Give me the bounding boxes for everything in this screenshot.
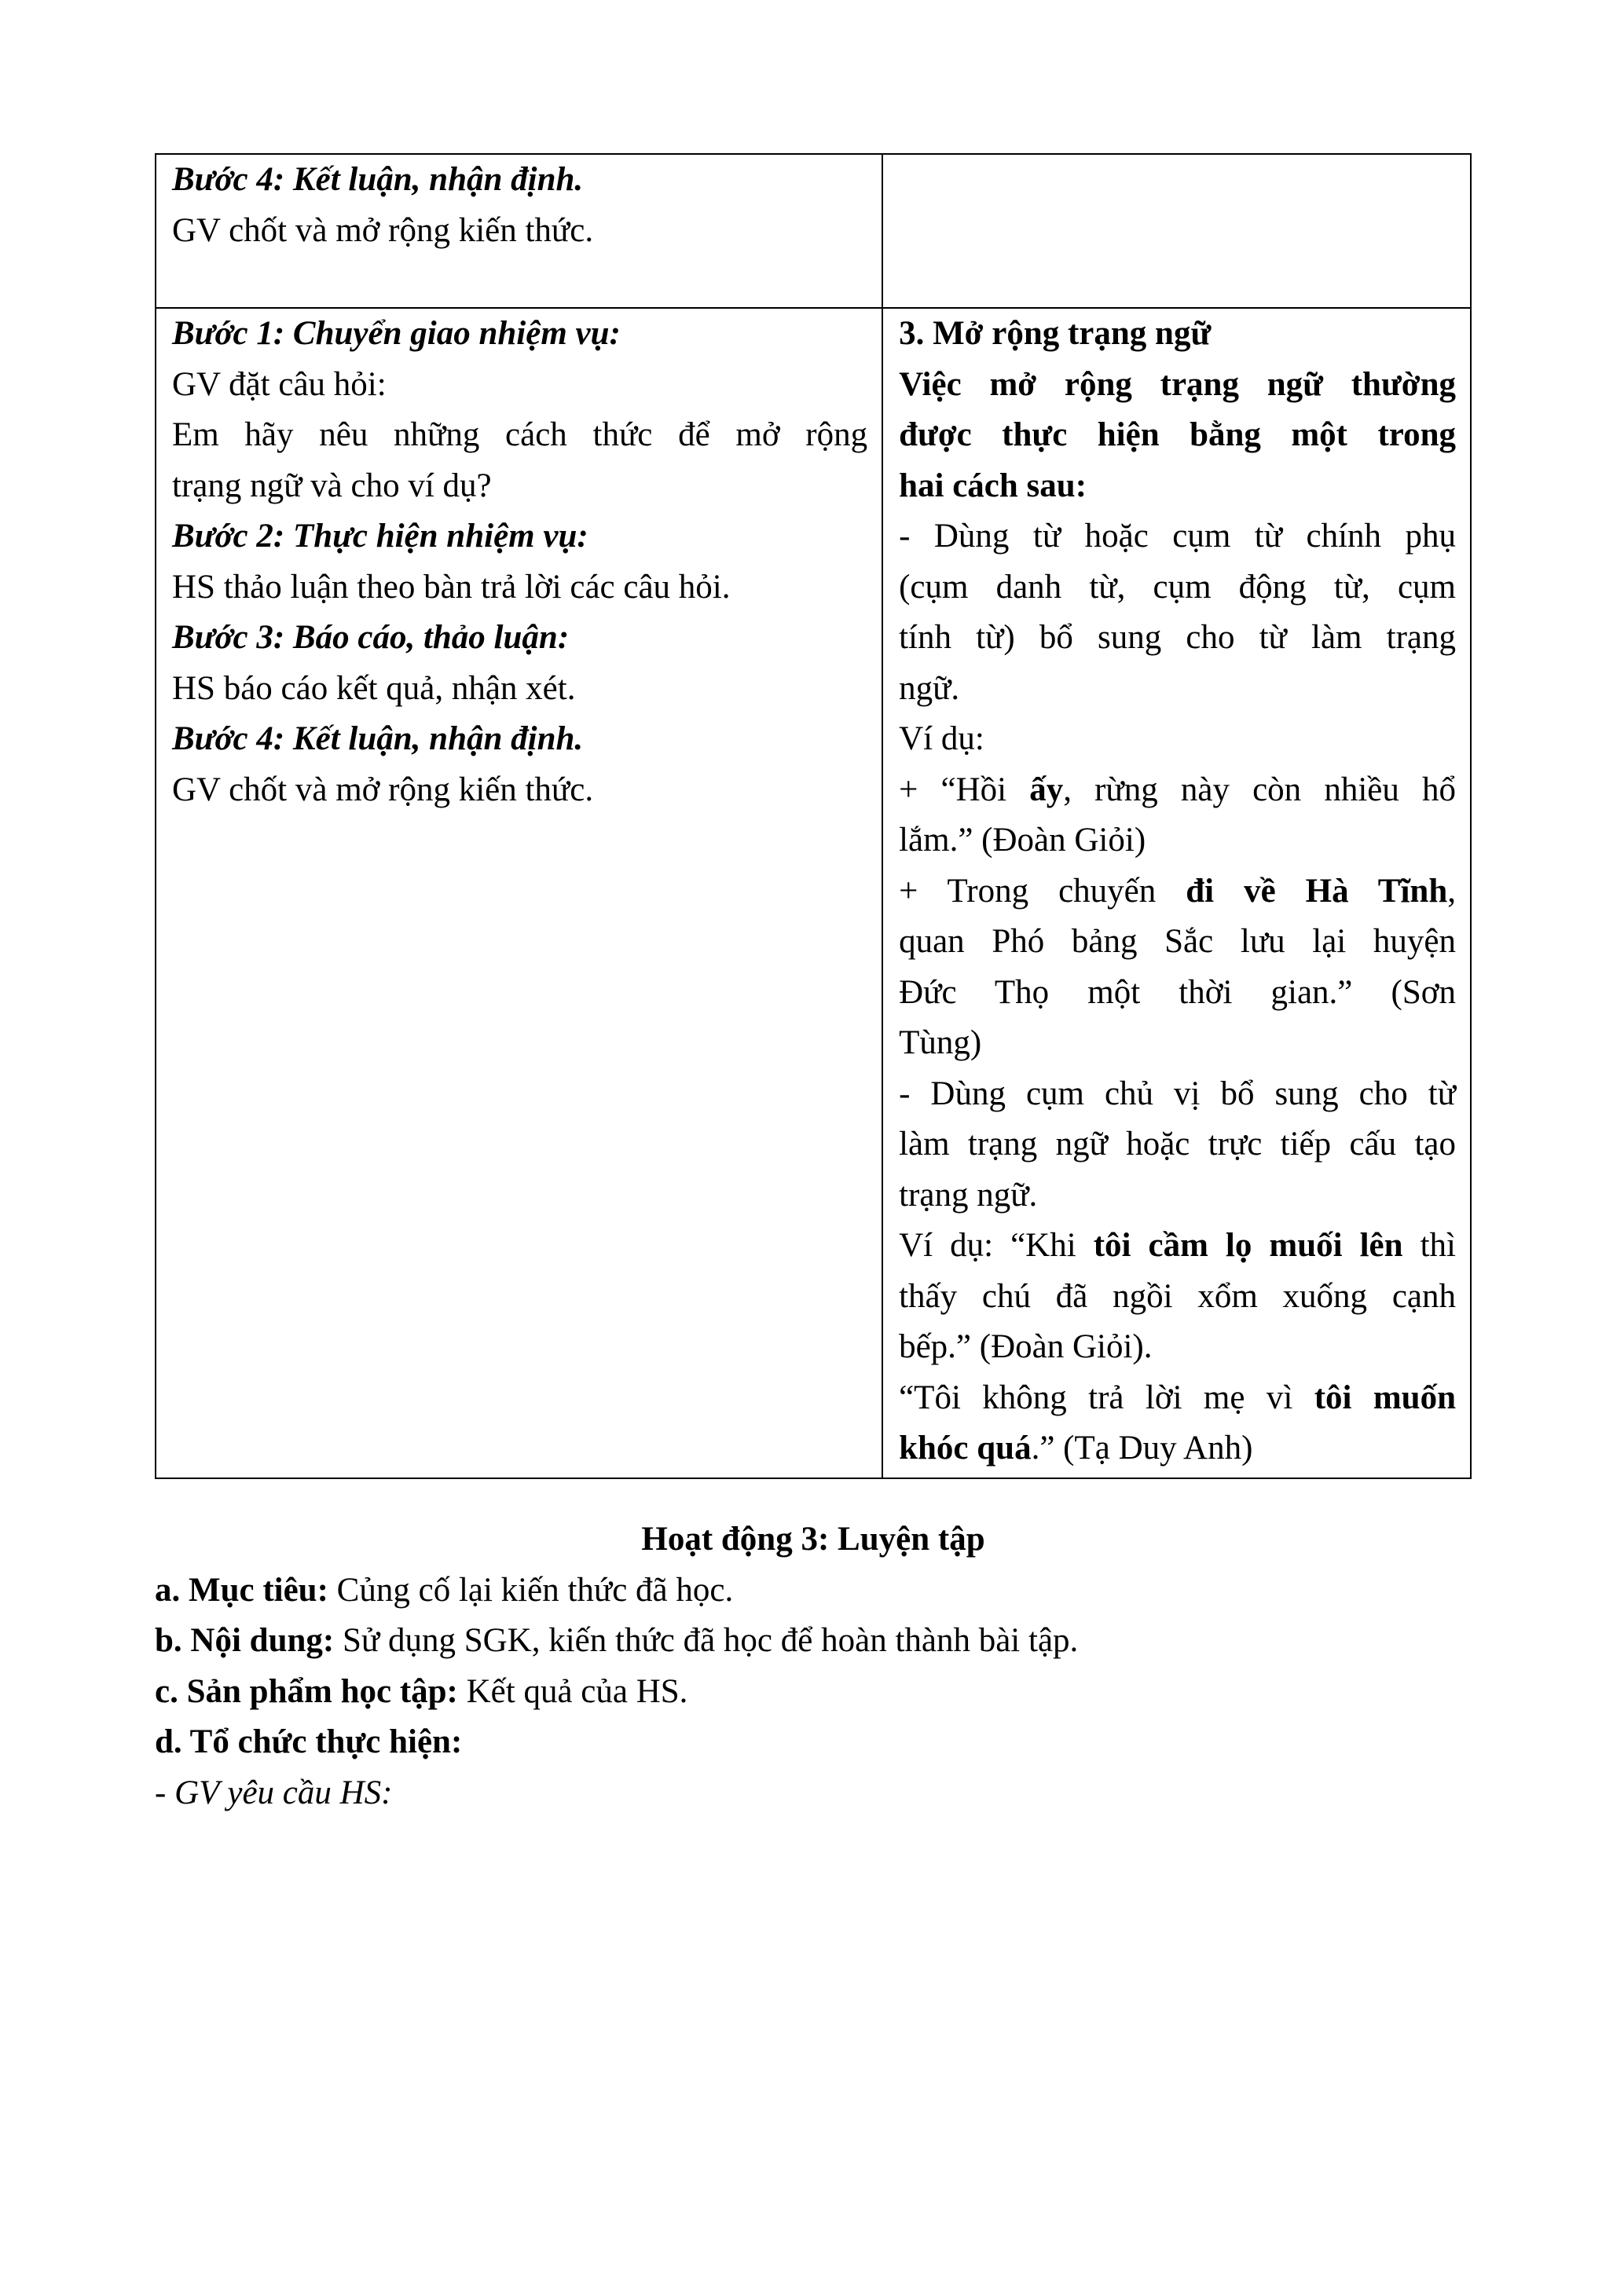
teacher-activity-cell xyxy=(156,308,882,1478)
product-text: Kết quả của HS. xyxy=(457,1672,688,1710)
intro-line: được thực hiện bằng một trong xyxy=(899,416,1456,453)
example-line: lắm.” (Đoàn Giỏi) xyxy=(899,822,1146,859)
organization-label: d. Tổ chức thực hiện: xyxy=(155,1723,463,1760)
objective-label: a. Mục tiêu: xyxy=(155,1571,328,1609)
example-line: Tùng) xyxy=(899,1024,982,1061)
organization-line xyxy=(155,1717,1472,1768)
example-line xyxy=(899,1423,1456,1474)
step-text: GV chốt và mở rộng kiến thức. xyxy=(172,771,594,808)
section-title: 3. Mở rộng trạng ngữ xyxy=(899,315,1212,352)
example-line xyxy=(899,1221,1456,1272)
step-text: Em hãy nêu những cách thức để mở rộng xyxy=(172,416,868,453)
example-line: bếp.” (Đoàn Giỏi). xyxy=(899,1328,1153,1365)
content-cell xyxy=(882,308,1471,1478)
step-text: trạng ngữ và cho ví dụ? xyxy=(172,467,492,504)
example-highlight: ấy xyxy=(1029,771,1064,808)
example-text: “Tôi không trả lời mẹ vì xyxy=(899,1379,1314,1416)
step-label: Bước 4: Kết luận, nhận định. xyxy=(172,720,584,757)
content-label: b. Nội dung: xyxy=(155,1622,335,1659)
example-line xyxy=(899,1373,1456,1424)
example-text: thì xyxy=(1402,1227,1456,1264)
example-text: + Trong chuyến xyxy=(899,872,1186,910)
instruction-line: - GV yêu cầu HS: xyxy=(155,1774,393,1811)
example-highlight: tôi cầm lọ muối lên xyxy=(1093,1227,1403,1264)
step-label: Bước 1: Chuyển giao nhiệm vụ: xyxy=(172,315,621,352)
method-line: ngữ. xyxy=(899,669,960,707)
example-text: , rừng này còn nhiều hổ xyxy=(1063,771,1456,808)
example-text: .” (Tạ Duy Anh) xyxy=(1031,1430,1253,1467)
example-highlight: tôi muốn xyxy=(1314,1379,1456,1416)
product-label: c. Sản phẩm học tập: xyxy=(155,1672,458,1710)
table-row xyxy=(156,308,1471,1478)
teacher-activity-cell xyxy=(156,154,882,308)
method-line: trạng ngữ. xyxy=(899,1176,1038,1214)
activity-section xyxy=(155,1514,1472,1818)
objective-text: Củng cố lại kiến thức đã học. xyxy=(328,1571,734,1609)
step-text: GV đặt câu hỏi: xyxy=(172,365,387,403)
example-text: Ví dụ: “Khi xyxy=(899,1227,1094,1264)
method-line: - Dùng cụm chủ vị bổ sung cho từ xyxy=(899,1075,1456,1112)
step-label: Bước 3: Báo cáo, thảo luận: xyxy=(172,619,570,656)
step-text: HS thảo luận theo bàn trả lời các câu hỏi. xyxy=(172,568,731,606)
content-text: Sử dụng SGK, kiến thức đã học để hoàn thành bài tập. xyxy=(334,1622,1079,1659)
step-text: HS báo cáo kết quả, nhận xét. xyxy=(172,669,576,707)
example-line: thấy chú đã ngồi xổm xuống cạnh xyxy=(899,1277,1456,1315)
method-line: - Dùng từ hoặc cụm từ chính phụ xyxy=(899,518,1456,555)
table-row xyxy=(156,154,1471,308)
content-cell xyxy=(882,154,1471,308)
example-text: , xyxy=(1447,872,1457,910)
example-line xyxy=(899,866,1456,917)
activity-heading: Hoạt động 3: Luyện tập xyxy=(641,1521,985,1558)
example-line xyxy=(899,765,1456,816)
step-text: GV chốt và mở rộng kiến thức. xyxy=(172,211,594,249)
example-highlight: khóc quá xyxy=(899,1430,1032,1467)
example-label: Ví dụ: xyxy=(899,720,984,757)
method-line: tính từ) bổ sung cho từ làm trạng xyxy=(899,619,1456,656)
example-text: + “Hồi xyxy=(899,771,1030,808)
product-line xyxy=(155,1667,1472,1718)
content-line xyxy=(155,1616,1472,1667)
method-line: làm trạng ngữ hoặc trực tiếp cấu tạo xyxy=(899,1126,1456,1163)
step-label: Bước 2: Thực hiện nhiệm vụ: xyxy=(172,518,588,555)
example-line: quan Phó bảng Sắc lưu lại huyện xyxy=(899,923,1456,960)
example-line: Đức Thọ một thời gian.” (Sơn xyxy=(899,973,1456,1011)
step-label: Bước 4: Kết luận, nhận định. xyxy=(172,161,584,198)
method-line: (cụm danh từ, cụm động từ, cụm xyxy=(899,568,1456,606)
example-highlight: đi về Hà Tĩnh xyxy=(1186,872,1448,910)
intro-line: Việc mở rộng trạng ngữ thường xyxy=(899,365,1456,403)
lesson-table xyxy=(155,153,1472,1479)
objective-line xyxy=(155,1565,1472,1617)
intro-line: hai cách sau: xyxy=(899,467,1087,504)
